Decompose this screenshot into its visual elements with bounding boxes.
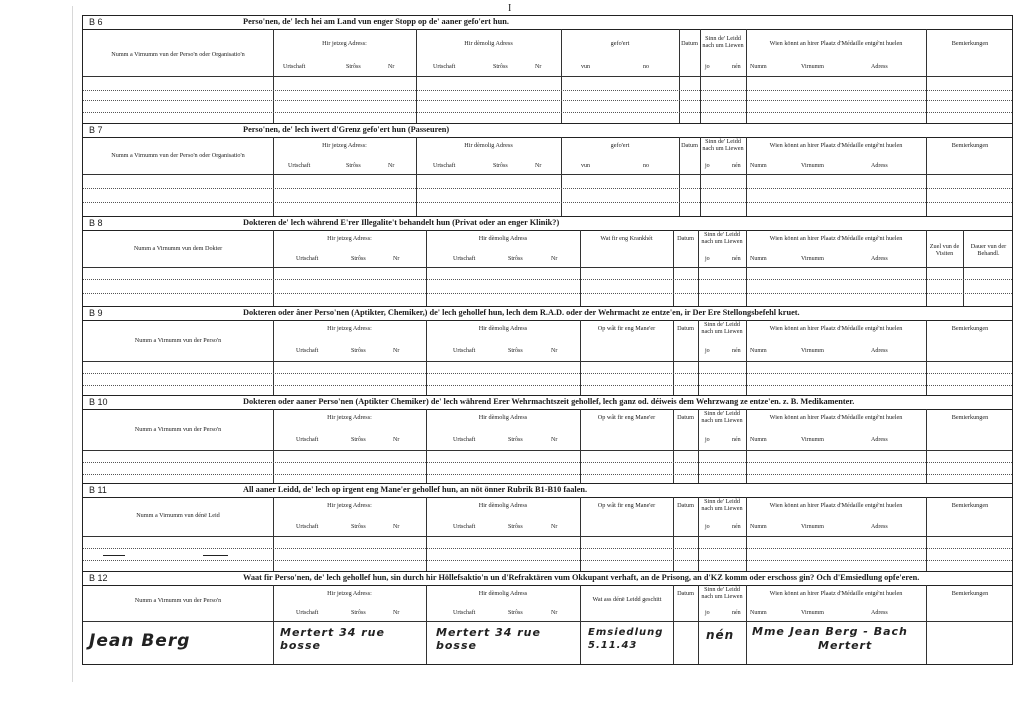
header-what-happened: Wat ass dénë Leidd geschitt bbox=[592, 596, 662, 603]
page-mark: I bbox=[508, 3, 512, 14]
form-sheet bbox=[82, 15, 1013, 665]
section-b10: B 10 Dokteren oder aaner Perso'nen (Aptikter Chemiker) de' lech während Erer Wehrmachtszeit gehollef, lech ganz od. déiweis dem Wehrzwang ze entze'en. z. B. Medikamenter. Numm a Virnumm vun der Perso'n Hir jetzeg Adress: Hir dèmolig Adress Op wât fir eng Mane'er Datum Sinn de' Leidd nach um Liewen Wien könnt an hirer Plaatz d'Médaille entgé'nt huelen Bemierkungen Urtschaft Strôss Nr Urtschaft Strôss Nr jo nén Numm Virnumm Adress bbox=[83, 396, 1012, 484]
section-b12: B 12 Waat fir Perso'nen, de' lech gehollef hun, sin durch hir Höllefsaktio'n un d'Refraktären vum Okkupant verhaft, an de Prisong, an d'KZ komm oder erschoss gin? Och d'Emsiedlung opfe'eren. Numm a Virnumm vun der Perso'n Hir jetzeg Adress: Hir dèmolig Adress Wat ass dénë Leidd geschitt Datum Sinn de' Leidd nach um Liewen Wien könnt an hirer Plaatz d'Médaille entgé'nt huelen Bemierkungen Urtschaft Strôss Nr Urtschaft Strôss Nr jo nén Numm Virnumm Adress Jean Berg Mertert 34 rue bosse Mertert 34 rue bosse Emsiedlung 5.11.43 nén Mme Jean Berg - Bach Mertert bbox=[83, 572, 1012, 664]
section-id: B 9 bbox=[89, 308, 103, 318]
section-id: B 12 bbox=[89, 573, 108, 583]
section-b9: B 9 Dokteren oder âner Perso'nen (Aptikter, Chemiker,) de' lech gehollef hun, lech dem R.A.D. oder der Wehrmacht ze entze'en, ir Der Ere Stellongsbefehl kruet. Numm a Virnumm vun der Perso'n Hir jetzeg Adress: Hir dèmolig Adress Op wât fir eng Mane'er Datum Sinn de' Leidd nach um Liewen Wien könnt an hirer Plaatz d'Médaille entgé'nt huelen Bemierkungen Urtschaft Strôss Nr Urtschaft Strôss Nr jo nén Numm Virnumm Adress bbox=[83, 307, 1012, 396]
section-title: Perso'nen, de' lech iwert d'Grenz gefo'ert hun (Passeuren) bbox=[243, 125, 450, 134]
handwritten-current-address: Mertert 34 rue bosse bbox=[280, 626, 385, 652]
section-titlebar bbox=[83, 16, 1012, 30]
section-title: Dokteren de' lech während E'rer Illegalite't behandelt hun (Privat oder an enger Klinik?) bbox=[243, 218, 560, 227]
section-id: B 10 bbox=[89, 397, 108, 407]
handwritten-medal-recipient: Mme Jean Berg - Bach bbox=[752, 625, 908, 638]
header-remarks: Bemierkungen bbox=[951, 40, 989, 47]
page-edge bbox=[72, 6, 73, 682]
section-title: Dokteren oder âner Perso'nen (Aptikter, Chemiker,) de' lech gehollef hun, lech dem R.A.D. oder der Wehrmacht ze entze'en, ir Der Ere Stellongsbefehl kruet. bbox=[243, 308, 800, 317]
header-duration: Dauer vun der Behandl. bbox=[970, 243, 1007, 257]
section-b8: B 8 Dokteren de' lech während E'rer Illegalite't behandelt hun (Privat oder an enger Klinik?) Numm a Virnumm vun dem Dokter Hir jetzeg Adress: Hir dèmolig Adress Wat fir eng Krankhét Datum Sinn de' Leidd nach um Liewen Wien könnt an hirer Plaatz d'Médaille entgé'nt huelen Zuel vun de Visiten Dauer vun der Behandl. Urtschaft Strôss Nr Urtschaft Strôss Nr jo nén Numm Virnumm Adress bbox=[83, 217, 1012, 307]
section-id: B 6 bbox=[89, 17, 103, 27]
header-transported: gefo'ert bbox=[610, 40, 630, 47]
header-name: Numm a Virnumm vun der Perso'n oder Organisatio'n bbox=[111, 51, 245, 58]
section-title: All aaner Leidd, de' lech op irgent eng Mane'er gehollef hun, an nöt önner Rubrik B1-B10 faalen. bbox=[243, 485, 588, 494]
section-title: Perso'nen, de' lech hei am Land vun enger Stopp op de' aaner gefo'ert hun. bbox=[243, 17, 509, 26]
header-former-address: Hir dèmolig Adress bbox=[464, 40, 513, 47]
section-titlebar bbox=[83, 484, 1012, 498]
handwritten-status: nén bbox=[706, 628, 735, 642]
section-b11: B 11 All aaner Leidd, de' lech op irgent eng Mane'er gehollef hun, an nöt önner Rubrik B1-B10 faalen. Numm a Virnumm vun dénë Leid Hir jetzeg Adress: Hir dèmolig Adress Op wât fir eng Mane'er Datum Sinn de' Leidd nach um Liewen Wien könnt an hirer Plaatz d'Médaille entgé'nt huelen Bemierkungen Urtschaft Strôss Nr Urtschaft Strôss Nr jo nén Numm Virnumm Adress bbox=[83, 484, 1012, 572]
handwritten-event: Emsiedlung 5.11.43 bbox=[588, 627, 664, 651]
section-titlebar bbox=[83, 396, 1012, 410]
section-titlebar bbox=[83, 217, 1012, 231]
header-current-address: Hir jetzeg Adress: bbox=[322, 40, 367, 47]
section-id: B 11 bbox=[89, 485, 107, 495]
section-titlebar bbox=[83, 124, 1012, 138]
section-b7: B 7 Perso'nen, de' lech iwert d'Grenz gefo'ert hun (Passeuren) Numm a Virnumm vun der Perso'n oder Organisatio'n Hir jetzeg Adress: Hir dèmolig Adress gefo'ert Datum Sinn de' Leidd nach um Liewen Wien könnt an hirer Plaatz d'Médaille entgé'nt huelen Bemierkungen Urtschaft Strôss Nr Urtschaft Strôss Nr vun no jo nén Numm Virnumm Adress bbox=[83, 124, 1012, 217]
handwritten-former-address: Mertert 34 rue bosse bbox=[436, 626, 541, 652]
header-illness: Wat fir eng Krankhét bbox=[600, 235, 653, 242]
section-b6: B 6 Perso'nen, de' lech hei am Land vun enger Stopp op de' aaner gefo'ert hun. Numm a Virnumm vun der Perso'n oder Organisatio'n Hir jetzeg Adress: Hir dèmolig Adress gefo'ert Datum Sinn de' Leidd nach um Liewen Wien könnt an hirer Plaatz d'Médaille entgé'nt huelen Bemierkungen Urtschaft Strôss Nr Urtschaft Strôss Nr vun no jo nén Numm Virnumm Adress bbox=[83, 16, 1012, 124]
header-date: Datum bbox=[681, 40, 698, 47]
header-visits: Zuel vun de Visiten bbox=[929, 243, 960, 257]
section-id: B 7 bbox=[89, 125, 103, 135]
section-titlebar bbox=[83, 307, 1012, 321]
header-medal: Wien könnt an hirer Plaatz d'Médaille entgé'nt huelen bbox=[769, 40, 903, 47]
section-title: Dokteren oder aaner Perso'nen (Aptikter Chemiker) de' lech während Erer Wehrmachtszeit gehollef, lech ganz od. déiweis dem Wehrzwang ze entze'en. z. B. Medikamenter. bbox=[243, 397, 855, 406]
section-id: B 8 bbox=[89, 218, 103, 228]
section-title: Waat fir Perso'nen, de' lech gehollef hun, sin durch hir Höllefsaktio'n un d'Refraktären vum Okkupant verhaft, an de Prisong, an d'KZ komm oder erschoss gin? Och d'Emsiedlung opfe'eren. bbox=[243, 573, 920, 582]
handwritten-name: Jean Berg bbox=[89, 631, 191, 651]
section-titlebar bbox=[83, 572, 1012, 586]
handwritten-medal-place: Mertert bbox=[818, 639, 873, 652]
header-manner: Op wât fir eng Mane'er bbox=[597, 325, 656, 332]
header-alive: Sinn de' Leidd nach um Liewen bbox=[702, 35, 744, 49]
